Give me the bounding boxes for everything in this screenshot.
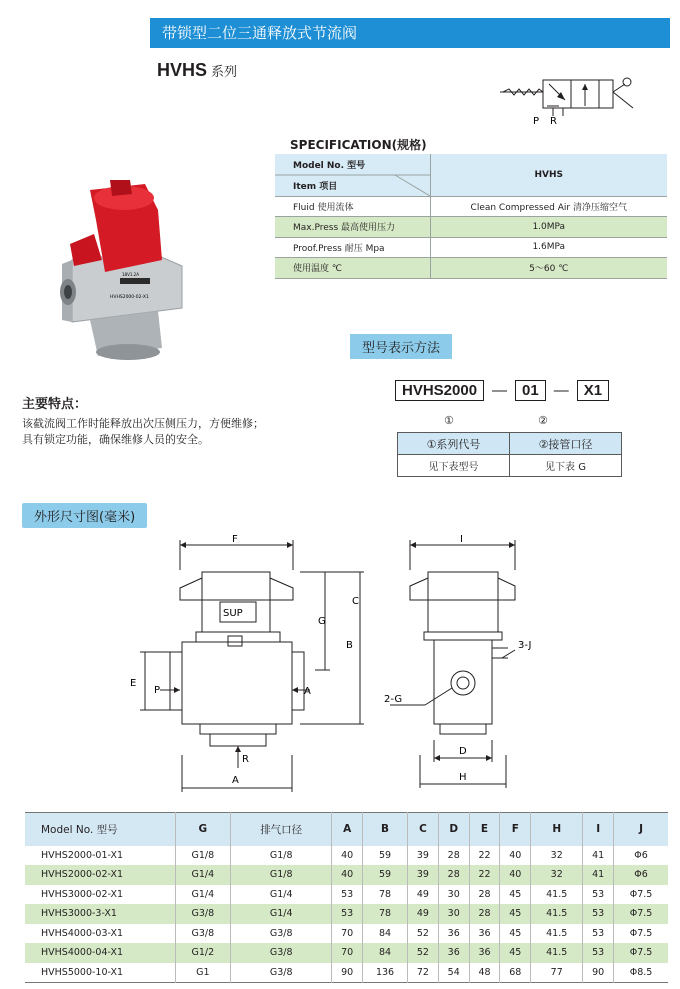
code-table bbox=[397, 432, 622, 477]
table-cell: HVHS2000-01-X1 bbox=[41, 849, 124, 861]
feature-line: 该截流阀工作时能释放出次压侧压力，方便维修； bbox=[22, 417, 264, 430]
drawing-section-title: 外形尺寸图(毫米) bbox=[22, 503, 147, 528]
table-cell: Φ7.5 bbox=[614, 924, 668, 944]
table-cell: 32 bbox=[531, 865, 583, 885]
features-title: 主要特点： bbox=[22, 397, 88, 412]
table-cell: 40 bbox=[332, 846, 363, 866]
photo-label-body: HVHS2000-02-X1 bbox=[110, 295, 149, 300]
table-cell: G1/4 bbox=[175, 885, 231, 905]
table-cell: 39 bbox=[408, 846, 439, 866]
table-cell: 32 bbox=[531, 846, 583, 866]
dim-label-r: R bbox=[242, 754, 249, 765]
code-part-suffix: X1 bbox=[577, 380, 609, 401]
product-photo bbox=[50, 180, 190, 370]
dim-label-h: H bbox=[459, 772, 467, 783]
spec-row-value: 5～60 ℃ bbox=[430, 258, 667, 279]
feature-line: 具有锁定功能，确保维修人员的安全。 bbox=[22, 433, 209, 446]
spec-row-label: 使用温度 ℃ bbox=[275, 258, 430, 279]
table-row bbox=[25, 885, 668, 905]
code-marker-1: ① bbox=[444, 414, 454, 427]
table-cell: G1/8 bbox=[231, 865, 332, 885]
table-cell: 90 bbox=[332, 963, 363, 983]
table-cell: 84 bbox=[363, 924, 408, 944]
table-cell: 28 bbox=[438, 865, 469, 885]
table-cell: 52 bbox=[408, 924, 439, 944]
table-cell: 40 bbox=[500, 846, 531, 866]
dims-header: Model No. 型号 bbox=[25, 813, 175, 846]
code-section-title: 型号表示方法 bbox=[350, 334, 452, 359]
table-cell: G3/8 bbox=[231, 963, 332, 983]
dim-label-f: F bbox=[232, 534, 238, 545]
table-cell: Φ7.5 bbox=[614, 885, 668, 905]
table-cell: HVHS4000-04-X1 bbox=[25, 943, 175, 963]
table-cell: Φ6 bbox=[614, 865, 668, 885]
table-cell: 68 bbox=[500, 963, 531, 983]
dims-header: H bbox=[531, 813, 583, 846]
table-cell: 41 bbox=[583, 846, 614, 866]
dim-label-i: I bbox=[460, 534, 463, 545]
table-cell: 59 bbox=[363, 865, 408, 885]
photo-label-top: 18V1.2A bbox=[122, 272, 139, 277]
features-text bbox=[22, 416, 264, 448]
table-cell: 22 bbox=[469, 865, 500, 885]
table-cell: 41 bbox=[583, 865, 614, 885]
dim-label-j: 3-J bbox=[518, 640, 532, 651]
table-cell: 48 bbox=[469, 963, 500, 983]
dims-header: B bbox=[363, 813, 408, 846]
valve-symbol-icon bbox=[497, 72, 647, 132]
dim-label-sup: SUP bbox=[223, 608, 243, 619]
table-row bbox=[25, 865, 668, 885]
table-cell: 40 bbox=[332, 865, 363, 885]
table-row bbox=[25, 904, 668, 924]
table-cell: 53 bbox=[583, 885, 614, 905]
code-table-cell: 见下表型号 bbox=[398, 455, 510, 477]
code-table-cell: 见下表 G bbox=[510, 455, 622, 477]
table-cell: 39 bbox=[408, 865, 439, 885]
code-part-port: 01 bbox=[515, 380, 546, 401]
dims-header: A bbox=[332, 813, 363, 846]
dimensions-table bbox=[25, 812, 668, 983]
table-cell: 78 bbox=[363, 885, 408, 905]
table-cell: HVHS5000-10-X1 bbox=[41, 966, 124, 978]
table-cell: 36 bbox=[438, 924, 469, 944]
table-cell: 90 bbox=[583, 963, 614, 983]
dims-header: C bbox=[408, 813, 439, 846]
table-cell: Φ6 bbox=[614, 846, 668, 866]
table-cell: 136 bbox=[363, 963, 408, 983]
dim-label-a: A bbox=[232, 775, 239, 786]
spec-model-value: HVHS bbox=[430, 154, 667, 196]
table-cell: 40 bbox=[500, 865, 531, 885]
table-cell: Φ7.5 bbox=[614, 943, 668, 963]
table-cell: 52 bbox=[408, 943, 439, 963]
dim-label-b: B bbox=[346, 640, 353, 651]
table-cell: 78 bbox=[363, 904, 408, 924]
table-cell: 70 bbox=[332, 924, 363, 944]
table-cell: HVHS2000-02-X1 bbox=[25, 865, 175, 885]
dim-label-p: P bbox=[154, 685, 161, 696]
page-title-bar: 带锁型二位三通释放式节流阀 bbox=[150, 18, 670, 48]
dim-label-e: E bbox=[130, 678, 137, 689]
table-cell: 84 bbox=[363, 943, 408, 963]
table-cell: G3/8 bbox=[231, 943, 332, 963]
table-cell: G1/4 bbox=[175, 865, 231, 885]
code-dash: — bbox=[492, 382, 508, 399]
dims-header: D bbox=[438, 813, 469, 846]
spec-title: SPECIFICATION(规格) bbox=[290, 138, 427, 152]
spec-row-label: Max.Press 最高使用压力 bbox=[275, 217, 430, 238]
table-cell: G1/8 bbox=[175, 846, 231, 866]
front-view-drawing bbox=[120, 530, 380, 800]
code-table-header: ①系列代号 bbox=[398, 433, 510, 455]
dim-label-g: G bbox=[318, 616, 326, 627]
spec-header-cell bbox=[275, 154, 430, 196]
table-cell: 30 bbox=[438, 904, 469, 924]
table-cell: G3/8 bbox=[175, 904, 231, 924]
dim-label-a-port: A bbox=[304, 686, 311, 697]
table-cell: 41.5 bbox=[531, 885, 583, 905]
table-cell: 28 bbox=[469, 904, 500, 924]
table-cell: 41.5 bbox=[531, 943, 583, 963]
table-cell: 53 bbox=[583, 924, 614, 944]
spec-model-label: Model No. 型号 bbox=[293, 161, 366, 171]
dims-header: F bbox=[500, 813, 531, 846]
spec-row-label: Proof.Press 耐压 Mpa bbox=[275, 237, 430, 258]
dims-header: I bbox=[583, 813, 614, 846]
spec-row-value: 1.0MPa bbox=[430, 217, 667, 238]
dim-label-2g: 2-G bbox=[384, 694, 403, 705]
side-view-drawing bbox=[380, 530, 550, 800]
table-cell: 36 bbox=[438, 943, 469, 963]
spec-item-label: Item 项目 bbox=[293, 182, 338, 192]
table-cell: G3/8 bbox=[231, 924, 332, 944]
table-cell: G1/4 bbox=[231, 885, 332, 905]
dims-header: G bbox=[175, 813, 231, 846]
table-cell: G1 bbox=[175, 963, 231, 983]
table-cell: 77 bbox=[531, 963, 583, 983]
code-part-series: HVHS2000 bbox=[395, 380, 484, 401]
dim-label-d: D bbox=[459, 746, 467, 757]
table-cell: 45 bbox=[500, 904, 531, 924]
table-cell: HVHS3000-02-X1 bbox=[41, 888, 124, 900]
series-name: HVHS 系列 bbox=[157, 60, 238, 80]
table-cell: 41.5 bbox=[531, 904, 583, 924]
table-cell: 59 bbox=[363, 846, 408, 866]
table-cell: HVHS3000-3-X1 bbox=[25, 904, 175, 924]
code-marker-2: ② bbox=[538, 414, 548, 427]
table-cell: G1/4 bbox=[231, 904, 332, 924]
table-cell: 49 bbox=[408, 885, 439, 905]
spec-row-value: Clean Compressed Air 清净压缩空气 bbox=[430, 196, 667, 217]
spec-row-value: 1.6MPa bbox=[430, 237, 667, 258]
table-cell: 28 bbox=[438, 846, 469, 866]
table-cell: 53 bbox=[332, 885, 363, 905]
dim-label-c: C bbox=[352, 596, 359, 607]
code-table-header: ②接管口径 bbox=[510, 433, 622, 455]
table-cell: 36 bbox=[469, 943, 500, 963]
table-cell: 53 bbox=[583, 943, 614, 963]
table-cell: 45 bbox=[500, 943, 531, 963]
table-cell: 70 bbox=[332, 943, 363, 963]
model-code bbox=[395, 380, 609, 401]
table-cell: 41.5 bbox=[531, 924, 583, 944]
table-cell: 53 bbox=[332, 904, 363, 924]
spec-row-label: Fluid 使用流体 bbox=[275, 196, 430, 217]
table-cell: G3/8 bbox=[175, 924, 231, 944]
table-cell: 49 bbox=[408, 904, 439, 924]
table-cell: 28 bbox=[469, 885, 500, 905]
symbol-label-p: P bbox=[533, 116, 540, 127]
symbol-label-r: R bbox=[550, 116, 557, 127]
table-cell: Φ8.5 bbox=[614, 963, 668, 983]
dims-header: J bbox=[614, 813, 668, 846]
table-row bbox=[25, 924, 668, 944]
table-row bbox=[25, 943, 668, 963]
dims-header: 排气口径 bbox=[231, 813, 332, 846]
table-cell: HVHS4000-03-X1 bbox=[41, 927, 124, 939]
table-row bbox=[25, 846, 668, 866]
table-cell: 36 bbox=[469, 924, 500, 944]
table-cell: 54 bbox=[438, 963, 469, 983]
spec-table bbox=[275, 154, 667, 279]
table-cell: G1/2 bbox=[175, 943, 231, 963]
table-cell: Φ7.5 bbox=[614, 904, 668, 924]
table-cell: 45 bbox=[500, 924, 531, 944]
table-cell: 22 bbox=[469, 846, 500, 866]
table-cell: 72 bbox=[408, 963, 439, 983]
dims-header: E bbox=[469, 813, 500, 846]
code-dash: — bbox=[553, 382, 569, 399]
table-cell: G1/8 bbox=[231, 846, 332, 866]
table-cell: 45 bbox=[500, 885, 531, 905]
table-cell: 53 bbox=[583, 904, 614, 924]
table-cell: 30 bbox=[438, 885, 469, 905]
table-row bbox=[25, 963, 668, 983]
